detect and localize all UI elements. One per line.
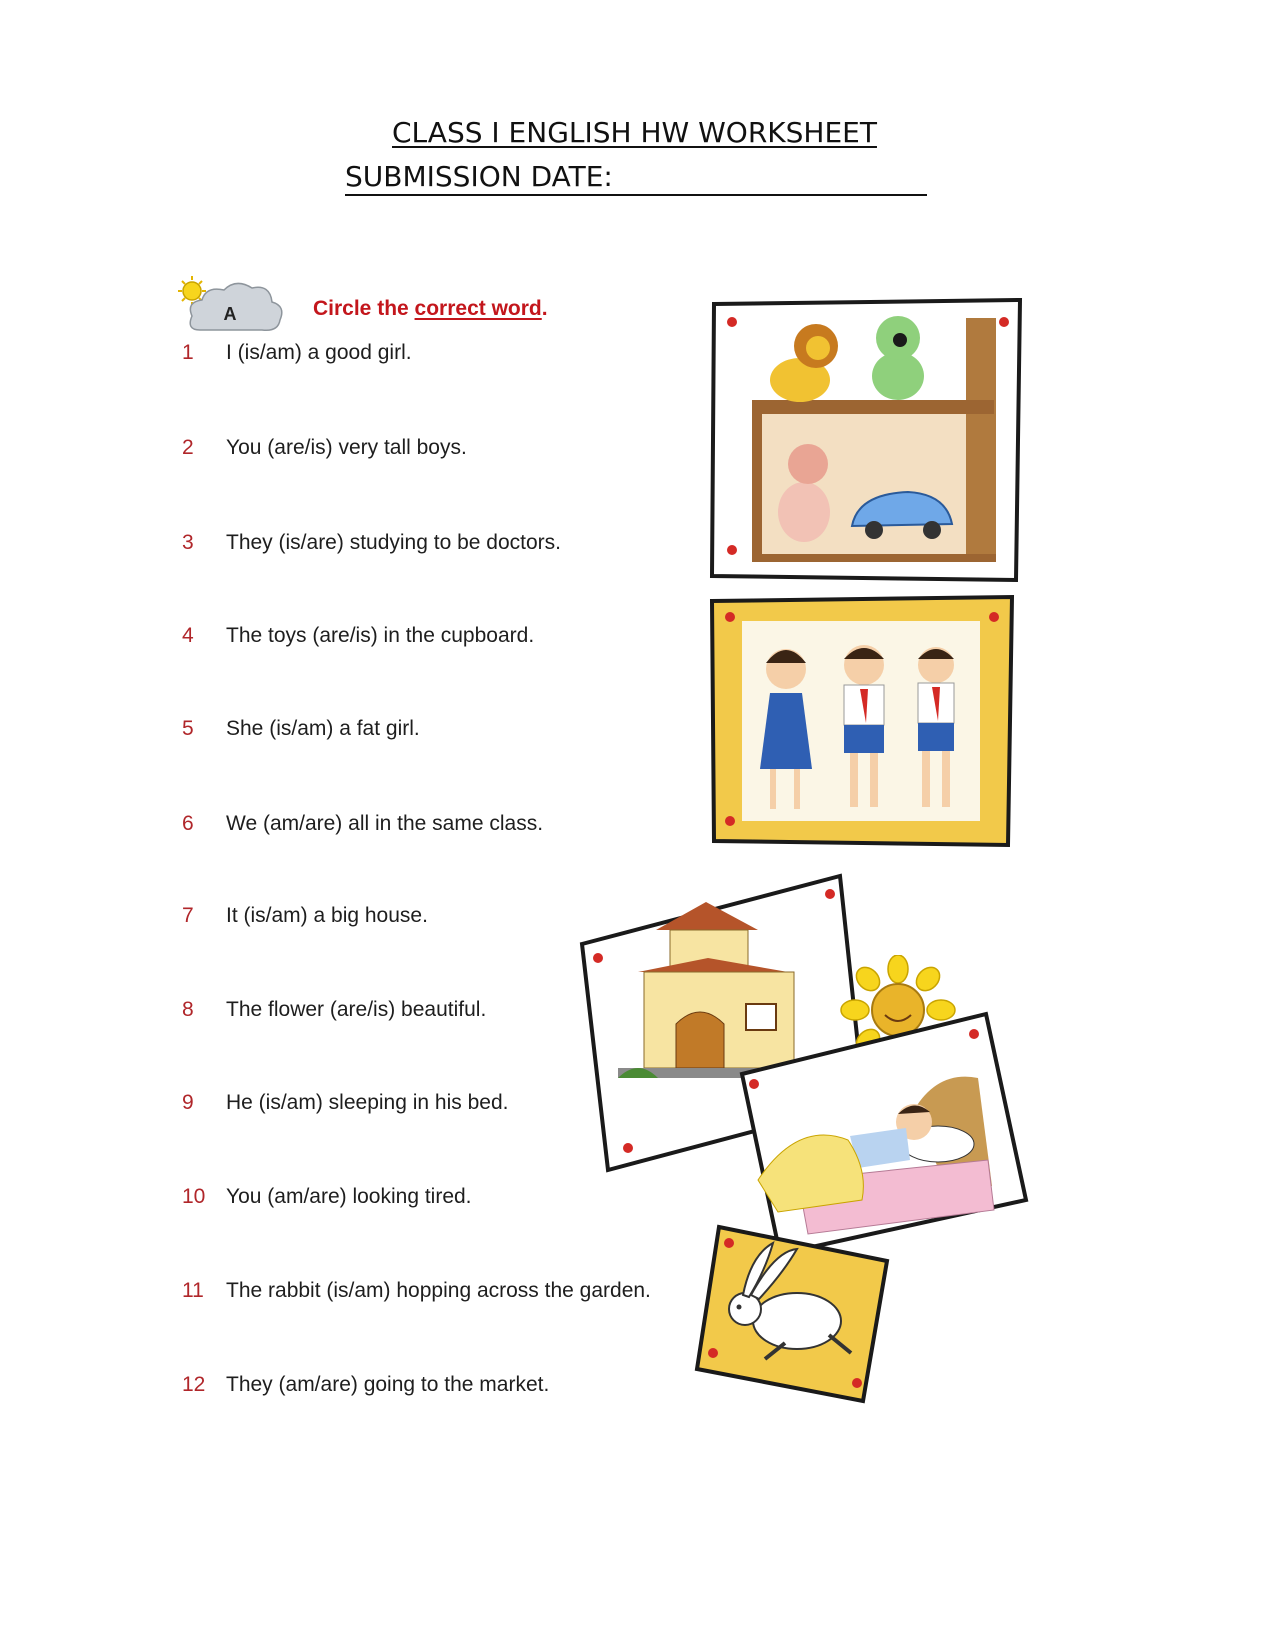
question-text: They (am/are) going to the market. xyxy=(226,1373,550,1396)
pin-icon xyxy=(749,1079,759,1089)
question-2 xyxy=(182,436,467,460)
question-number: 12 xyxy=(182,1373,206,1396)
pin-icon xyxy=(969,1029,979,1039)
pin-icon xyxy=(999,317,1009,327)
pin-icon xyxy=(724,1238,734,1248)
question-text: The rabbit (is/am) hopping across the garden. xyxy=(226,1279,651,1302)
question-11 xyxy=(182,1279,651,1303)
toys-on-shelf-illustration xyxy=(708,298,1026,584)
question-number: 5 xyxy=(182,717,194,740)
question-10 xyxy=(182,1185,472,1209)
question-text: He (is/am) sleeping in his bed. xyxy=(226,1091,509,1114)
question-3 xyxy=(182,531,561,555)
pin-icon xyxy=(623,1143,633,1153)
question-number: 2 xyxy=(182,436,194,459)
question-9 xyxy=(182,1091,508,1115)
question-number: 11 xyxy=(182,1279,204,1302)
question-number: 10 xyxy=(182,1185,206,1208)
question-text: The toys (are/is) in the cupboard. xyxy=(226,624,535,647)
pin-icon xyxy=(989,612,999,622)
instruction xyxy=(313,297,548,321)
pin-icon xyxy=(852,1378,862,1388)
children-illustration xyxy=(708,593,1016,849)
question-text: You (are/is) very tall boys. xyxy=(226,436,467,459)
pin-icon xyxy=(725,612,735,622)
instruction-emphasis: correct word xyxy=(414,297,542,320)
instruction-suffix: . xyxy=(541,297,548,320)
question-4 xyxy=(182,624,534,648)
question-1 xyxy=(182,341,412,365)
question-number: 7 xyxy=(182,904,194,927)
question-text: She (is/am) a fat girl. xyxy=(226,717,420,740)
pin-icon xyxy=(708,1348,718,1358)
question-number: 8 xyxy=(182,998,194,1021)
worksheet-title: CLASS I ENGLISH HW WORKSHEET xyxy=(392,116,877,149)
question-8 xyxy=(182,998,486,1022)
question-7 xyxy=(182,904,428,928)
rabbit-illustration xyxy=(693,1223,891,1405)
pin-icon xyxy=(727,317,737,327)
question-text: I (is/am) a good girl. xyxy=(226,341,412,364)
section-badge xyxy=(178,274,288,340)
question-text: They (is/are) studying to be doctors. xyxy=(226,531,561,554)
question-12 xyxy=(182,1373,549,1397)
question-6 xyxy=(182,812,543,836)
question-number: 3 xyxy=(182,531,194,554)
question-number: 9 xyxy=(182,1091,194,1114)
pin-icon xyxy=(725,816,735,826)
question-text: We (am/are) all in the same class. xyxy=(226,812,544,835)
submission-date-line xyxy=(345,194,927,196)
pin-icon xyxy=(593,953,603,963)
question-text: The flower (are/is) beautiful. xyxy=(226,998,487,1021)
badge-letter: A xyxy=(223,304,237,324)
question-text: It (is/am) a big house. xyxy=(226,904,428,927)
pin-icon xyxy=(825,889,835,899)
boy-sleeping-illustration xyxy=(738,1010,1030,1258)
pin-icon xyxy=(727,545,737,555)
submission-date-label: SUBMISSION DATE: xyxy=(345,160,613,193)
question-text: You (am/are) looking tired. xyxy=(226,1185,472,1208)
question-number: 4 xyxy=(182,624,194,647)
question-5 xyxy=(182,717,420,741)
instruction-prefix: Circle the xyxy=(313,297,415,320)
question-number: 1 xyxy=(182,341,194,364)
question-number: 6 xyxy=(182,812,194,835)
